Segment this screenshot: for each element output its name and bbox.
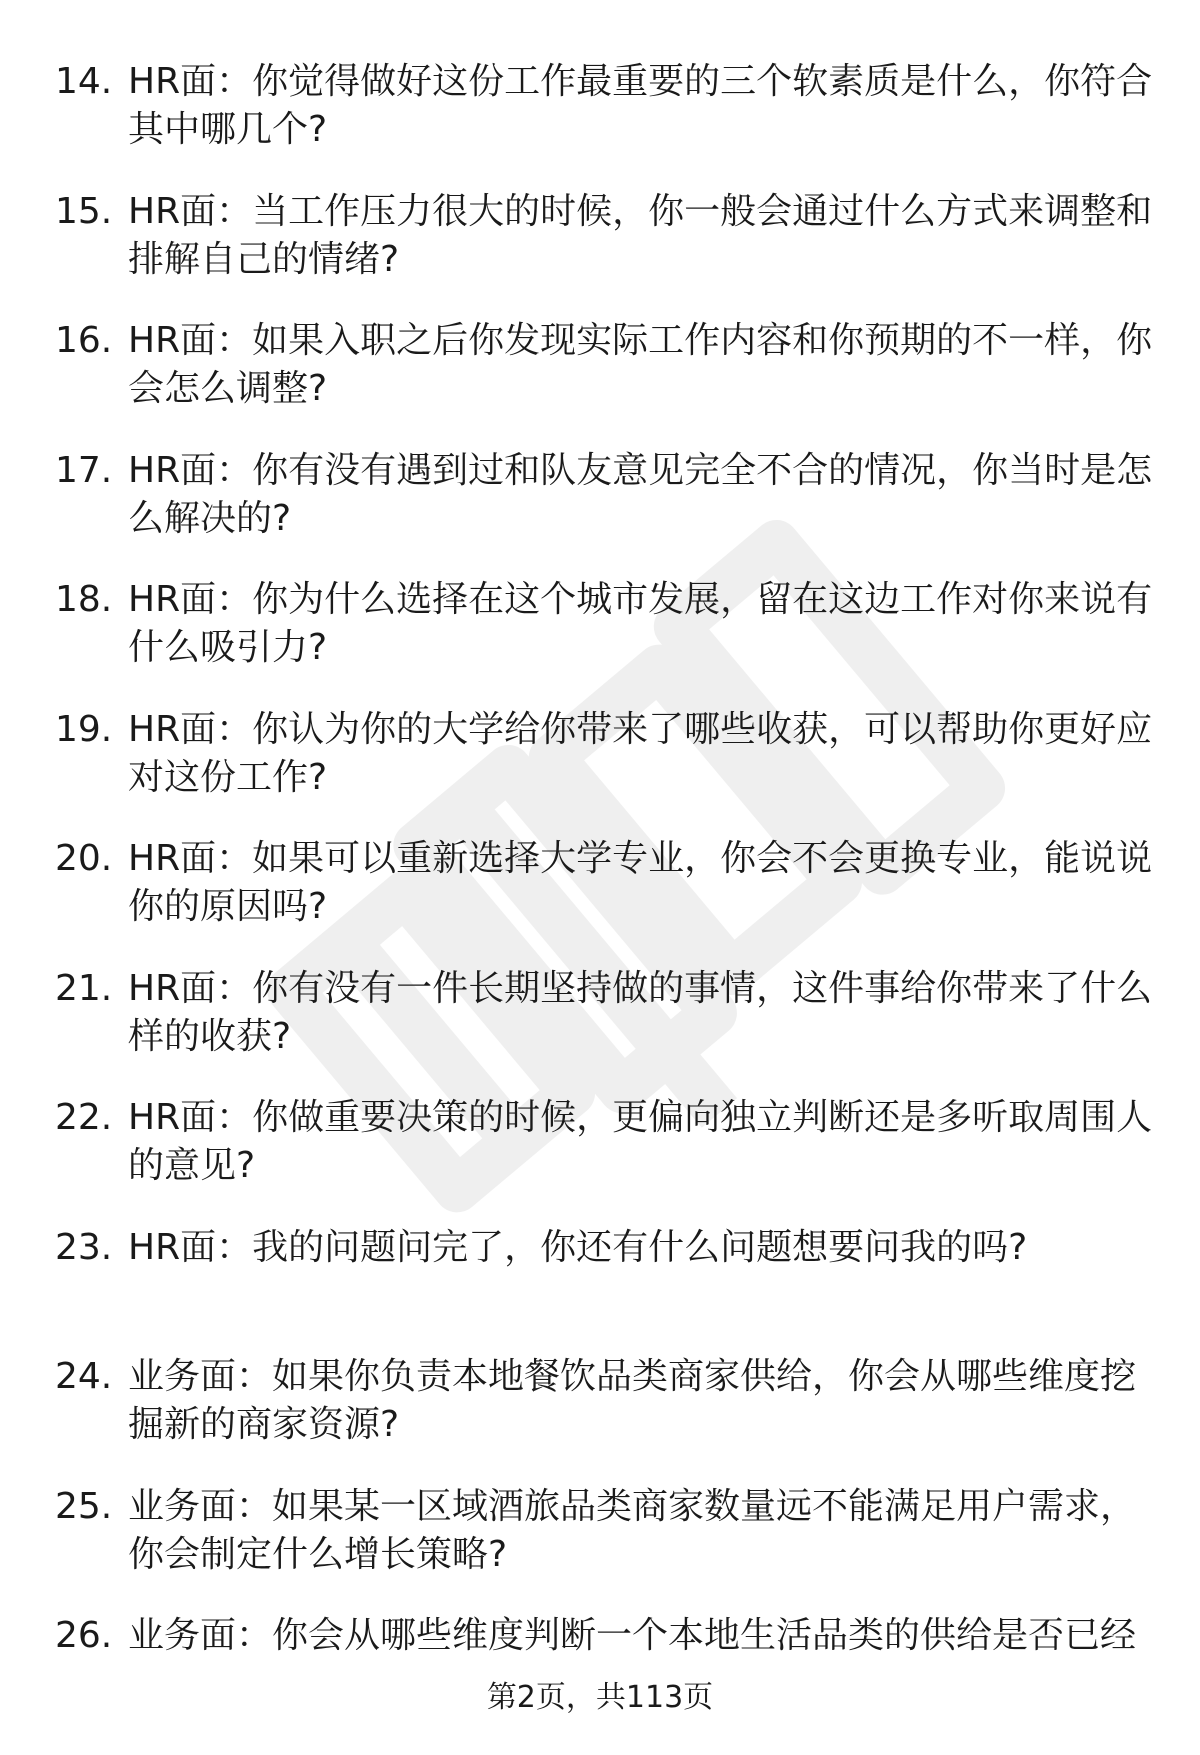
question-number: 17.: [55, 449, 113, 491]
question-item: [0, 576, 1200, 706]
question-item: [0, 58, 1200, 188]
question-text: HR面：你做重要决策的时候，更偏向独立判断还是多听取周围人的意见?: [128, 1097, 1153, 1186]
question-number: 23.: [55, 1226, 113, 1268]
question-item: [0, 1612, 1200, 1742]
question-item: [0, 1224, 1200, 1354]
question-text: 业务面：如果某一区域酒旅品类商家数量远不能满足用户需求，你会制定什么增长策略?: [128, 1485, 1137, 1575]
question-list: [0, 58, 1200, 1742]
question-text: HR面：你有没有一件长期坚持做的事情，这件事给你带来了什么样的收获?: [128, 967, 1153, 1057]
question-text: HR面：我的问题问完了，你还有什么问题想要问我的吗?: [128, 1226, 1028, 1268]
question-number: 19.: [55, 708, 113, 750]
question-number: 18.: [55, 579, 113, 620]
question-text: HR面：你觉得做好这份工作最重要的三个软素质是什么，你符合其中哪几个?: [128, 61, 1153, 150]
question-item: [0, 965, 1200, 1095]
question-item: [0, 835, 1200, 965]
question-text: 业务面：如果你负责本地餐饮品类商家供给，你会从哪些维度挖掘新的商家资源?: [128, 1356, 1137, 1445]
question-item: [0, 706, 1200, 836]
question-number: 14.: [55, 61, 113, 102]
question-text: HR面：当工作压力很大的时候，你一般会通过什么方式来调整和排解自己的情绪?: [128, 190, 1153, 280]
question-number: 22.: [55, 1097, 113, 1138]
page-number: 第2页，共113页: [486, 1680, 714, 1715]
question-item: [0, 317, 1200, 447]
question-item: [0, 1483, 1200, 1613]
question-item: [0, 188, 1200, 318]
question-item: [0, 1094, 1200, 1224]
question-number: 15.: [55, 190, 113, 232]
question-text: HR面：如果入职之后你发现实际工作内容和你预期的不一样，你会怎么调整?: [128, 320, 1153, 409]
question-text: HR面：你有没有遇到过和队友意见完全不合的情况，你当时是怎么解决的?: [128, 449, 1153, 539]
question-text: HR面：如果可以重新选择大学专业，你会不会更换专业，能说说你的原因吗?: [128, 838, 1153, 927]
question-item: [0, 447, 1200, 577]
question-number: 21.: [55, 967, 113, 1009]
question-text: 业务面：你会从哪些维度判断一个本地生活品类的供给是否已经: [128, 1615, 1137, 1656]
question-number: 25.: [55, 1485, 113, 1527]
question-number: 26.: [55, 1615, 113, 1656]
question-number: 20.: [55, 838, 113, 879]
question-text: HR面：你认为你的大学给你带来了哪些收获，可以帮助你更好应对这份工作?: [128, 708, 1153, 798]
question-number: 16.: [55, 320, 113, 361]
question-item: [0, 1353, 1200, 1483]
question-number: 24.: [55, 1356, 113, 1397]
question-text: HR面：你为什么选择在这个城市发展，留在这边工作对你来说有什么吸引力?: [128, 579, 1153, 668]
